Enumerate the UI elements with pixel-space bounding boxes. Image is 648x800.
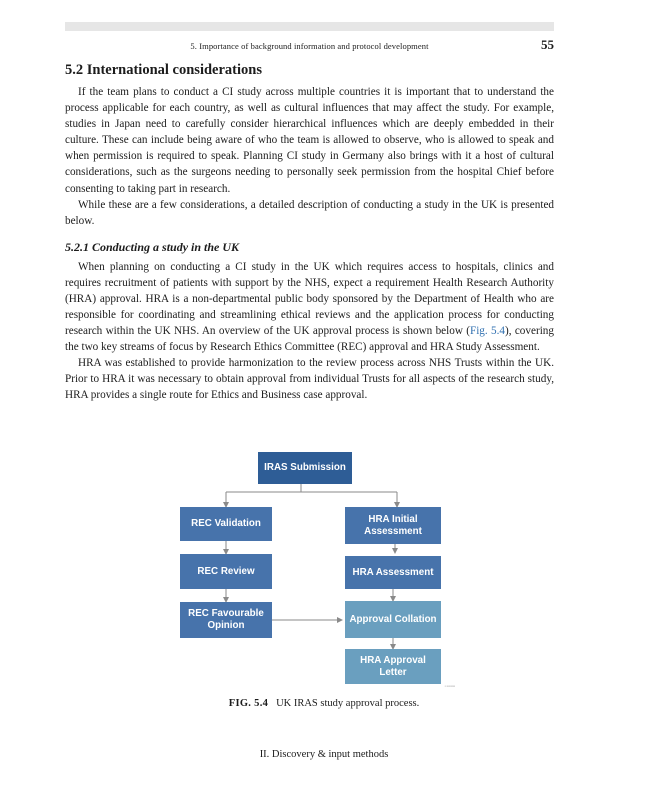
figure-caption <box>0 698 648 709</box>
rec-validation-box: REC Validation <box>180 507 272 541</box>
rec-review-box: REC Review <box>180 554 272 589</box>
split-connector <box>226 484 397 492</box>
figure-caption-text: UK IRAS study approval process. <box>276 698 420 709</box>
figure-reference-link[interactable]: Fig. 5.4 <box>469 325 505 338</box>
running-head <box>65 38 554 54</box>
section-heading: 5.2 International considerations <box>65 62 262 78</box>
hra-approval-letter-box: HRA Approval Letter <box>345 649 441 684</box>
paragraph-2: While these are a few considerations, a detailed description of conducting a study in the UK is presented below. <box>65 199 554 228</box>
iras-submission-box: IRAS Submission <box>258 452 352 484</box>
paragraph-3-text-b: ), covering the two key streams of focus by Research Ethics Committee (REC) approval and HRA Study Assessment. <box>65 325 554 354</box>
hra-initial-assessment-box: HRA Initial Assessment <box>345 507 441 544</box>
paragraph-1: If the team plans to conduct a CI study across multiple countries it is important that to understand the process applicable for each country, as well as cultural influences that may affect the study. For example, studies in Japan need to carefully consider hierarchical influences which are deeply embedded in their culture. These can include being aware of who the team is allowed to observe, who is allowed to speak and when permission is required to speak. Planning CI study in Germany also brings with it a host of cultural considerations, such as the surgeons needing to personally seek permission from the hospital Chief before consenting to taking part in research. <box>65 86 554 195</box>
paragraph-3 <box>65 259 554 356</box>
running-title: 5. Importance of background information and protocol development <box>190 41 429 51</box>
page-footer: II. Discovery & input methods <box>259 749 389 760</box>
paragraph-3-text-a: When planning on conducting a CI study in the UK which requires access to hospitals, clinics and requires recruitment of patients with support by the NHS, expect a requirement Health Research Authority (HRA) approval. HRA is a non-departmental public body sponsored by the Department of Health who are responsible for coordinating and streamlining ethical reviews and the application process for conducting research within the UK NHS. An overview of the UK approval process is shown below ( <box>65 261 554 338</box>
approval-collation-box: Approval Collation <box>345 601 441 638</box>
figure-credit-mark: ▪ ▪▪▪▪▪▪▪▪ <box>444 684 455 688</box>
hra-assessment-box: HRA Assessment <box>345 556 441 589</box>
subsection-heading: 5.2.1 Conducting a study in the UK <box>65 240 240 254</box>
figure-caption-label: FIG. 5.4 <box>228 698 269 709</box>
paragraph-4: HRA was established to provide harmonization to the review process across NHS Trusts within the UK. Prior to HRA it was necessary to obtain approval from individual Trusts for all aspects of the research study, HRA provides a single route for Ethics and Business case approval. <box>65 357 554 402</box>
page-number: 55 <box>541 37 554 52</box>
header-bar <box>65 22 554 31</box>
rec-favourable-opinion-box: REC Favourable Opinion <box>180 602 272 638</box>
